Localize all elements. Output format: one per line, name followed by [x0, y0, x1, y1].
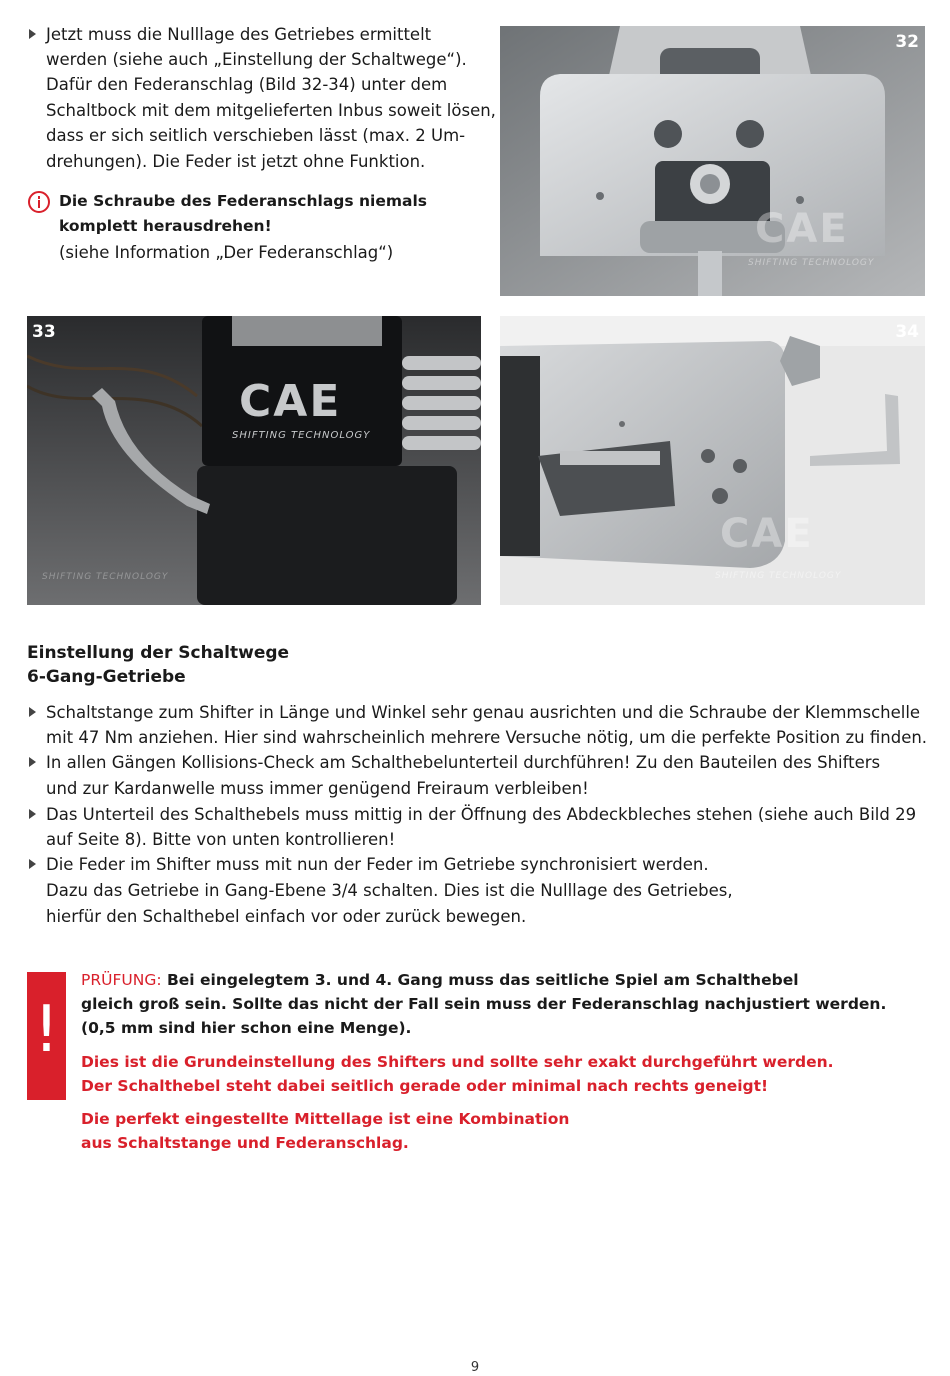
list-item: Das Unterteil des Schalthebels muss mittig in der Öffnung des Abdeckbleches stehen (siehe auch Bild 29 — [46, 805, 917, 824]
warning-line: (0,5 mm sind hier schon eine Menge). — [81, 1019, 412, 1037]
photo-33-watermark-tagline: SHIFTING TECHNOLOGY — [42, 572, 169, 582]
intro-line: drehungen). Die Feder ist jetzt ohne Funktion. — [46, 152, 426, 171]
list-item: Dazu das Getriebe in Gang-Ebene 3/4 schalten. Dies ist die Nulllage des Getriebes, — [46, 881, 733, 900]
photo-34-logo: CAE — [720, 511, 814, 557]
intro-line: Schaltbock mit dem mitgelieferten Inbus soweit lösen, — [46, 101, 496, 120]
photo-32-logo: CAE — [755, 206, 849, 252]
photo-34-image — [500, 316, 925, 605]
warning-red-line: aus Schaltstange und Federanschlag. — [81, 1134, 409, 1152]
warning-red-line: Der Schalthebel steht dabei seitlich gerade oder minimal nach rechts geneigt! — [81, 1077, 769, 1095]
warning-red-line: Die perfekt eingestellte Mittellage ist eine Kombination — [81, 1110, 570, 1128]
warning-text: Bei eingelegtem 3. und 4. Gang muss das seitliche Spiel am Schalthebel — [161, 971, 799, 989]
warning-label: PRÜFUNG: — [81, 971, 162, 989]
photo-number: 33 — [32, 322, 56, 342]
photo-33 — [27, 316, 481, 605]
info-bold-line: komplett herausdrehen! — [59, 217, 272, 235]
bullet-triangle-icon — [29, 707, 36, 717]
photo-32 — [500, 26, 925, 296]
photo-33-image — [27, 316, 481, 605]
photo-33-logo: CAE — [239, 376, 342, 427]
bullet-triangle-icon — [29, 809, 36, 819]
list-item: auf Seite 8). Bitte von unten kontrollieren! — [46, 830, 396, 849]
intro-line: werden (siehe auch „Einstellung der Schaltwege“). — [46, 50, 467, 69]
photo-33-tagline: SHIFTING TECHNOLOGY — [232, 430, 371, 441]
bullet-triangle-icon — [29, 757, 36, 767]
info-bold-line: Die Schraube des Federanschlags niemals — [59, 192, 428, 210]
warning-bar — [27, 972, 66, 1100]
list-item: hierfür den Schalthebel einfach vor oder zurück bewegen. — [46, 907, 527, 926]
bullet-triangle-icon — [29, 859, 36, 869]
section-subtitle: 6-Gang-Getriebe — [27, 667, 186, 687]
list-item: mit 47 Nm anziehen. Hier sind wahrscheinlich mehrere Versuche nötig, um die perfekte Position zu finden. — [46, 728, 928, 747]
warning-red-line: Dies ist die Grundeinstellung des Shifters und sollte sehr exakt durchgeführt werden. — [81, 1053, 834, 1071]
photo-34-tagline: SHIFTING TECHNOLOGY — [715, 571, 842, 581]
list-item: Schaltstange zum Shifter in Länge und Winkel sehr genau ausrichten und die Schraube der Klemmschelle — [46, 703, 921, 722]
photo-number: 32 — [895, 32, 919, 52]
info-note: (siehe Information „Der Federanschlag“) — [59, 243, 394, 262]
list-item: und zur Kardanwelle muss immer genügend Freiraum verbleiben! — [46, 779, 589, 798]
list-item: Die Feder im Shifter muss mit nun der Feder im Getriebe synchronisiert werden. — [46, 855, 709, 874]
intro-line: dass er sich seitlich verschieben lässt (max. 2 Um- — [46, 126, 466, 145]
intro-line: Jetzt muss die Nulllage des Getriebes ermittelt — [46, 25, 432, 44]
warning-line — [81, 968, 799, 992]
photo-32-image — [500, 26, 925, 296]
bullet-triangle-icon — [29, 29, 36, 39]
list-item: In allen Gängen Kollisions-Check am Schalthebelunterteil durchführen! Zu den Bauteilen des Shifters — [46, 753, 881, 772]
page-number: 9 — [470, 1360, 480, 1375]
info-icon — [28, 191, 50, 213]
warning-line: gleich groß sein. Sollte das nicht der Fall sein muss der Federanschlag nachjustiert werden. — [81, 995, 887, 1013]
intro-line: Dafür den Federanschlag (Bild 32-34) unter dem — [46, 75, 448, 94]
photo-32-tagline: SHIFTING TECHNOLOGY — [748, 258, 875, 268]
exclamation-icon: ! — [33, 993, 60, 1067]
photo-number: 34 — [895, 322, 919, 342]
photo-34 — [500, 316, 925, 605]
section-title: Einstellung der Schaltwege — [27, 643, 290, 663]
